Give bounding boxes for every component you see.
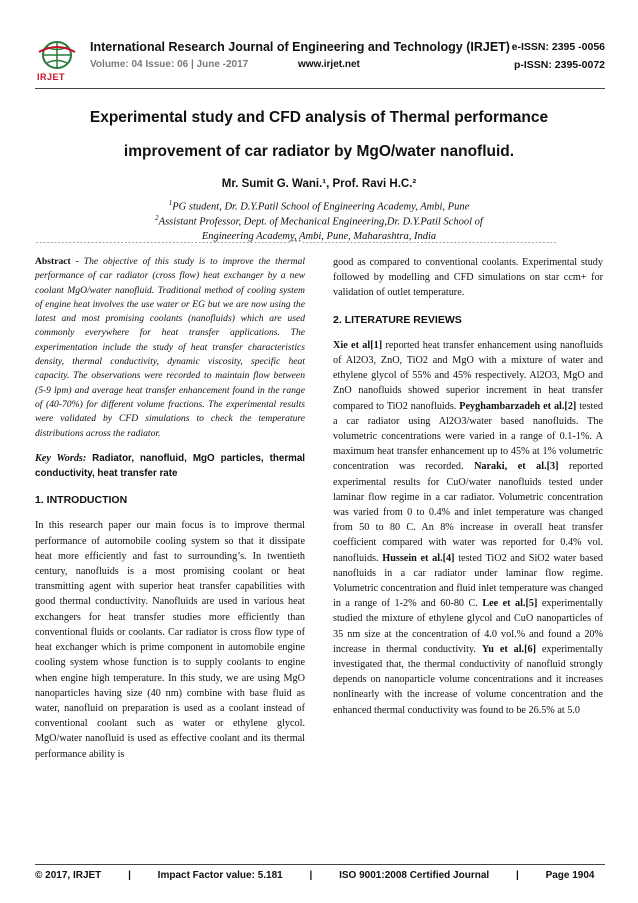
intro-continued: good as compared to conventional coolants. Experimental study followed by modelling and CFD simulations on star ccm+ for validation of outlet temperature.: [333, 257, 603, 299]
header-divider: [35, 88, 605, 89]
affiliation-2: $^2$Assistant Professor, Dept. of Mechanical Engineering,Dr. D.Y.Patil School of Engineering Academy, Ambi, Pune, Maharashtra, India: [155, 214, 483, 242]
journal-website-link[interactable]: www.irjet.net: [298, 59, 360, 70]
keywords: [35, 451, 305, 481]
volume-info: Volume: 04 Issue: 06 | June -2017: [90, 59, 249, 70]
page-footer: [35, 870, 605, 881]
journal-title: International Research Journal of Engineering and Technology (IRJET): [90, 40, 510, 54]
right-column: [333, 255, 603, 718]
eissn: e-ISSN: 2395 -0056: [511, 41, 605, 53]
paper-title-line1: Experimental study and CFD analysis of Thermal performance: [89, 109, 549, 126]
footer-separator: |: [128, 870, 131, 881]
irjet-logo: [35, 38, 79, 84]
reference-citation: Naraki, et al.[3]: [474, 461, 559, 473]
affiliation-1: $^1$PG student, Dr. D.Y.Patil School of Engineering Academy, Ambi, Pune: [168, 199, 470, 213]
lit-review-heading: 2. LITERATURE REVIEWS: [333, 313, 462, 326]
intro-paragraph: In this research paper our main focus is to improve thermal performance of automobile cooling system so that it dissipate heat more efficiently and fast to surrounding’s. In twentieth century, nanofluids is a most promising coolant or heat transmitting agent with superior heat transfer capabilities with good thermal conductivity. Nanofluids are used in various heat exchangers for heat transfer studies more efficiently than conventional fluids or coolants. Car radiator is cross flow type of heat exchanger which is prime component in automobile engine cooling system whose function is to supply coolants to engine when engine high temperature. In this study, we are using MgO nanoparticles having size (40 nm) combine with base fluid as water, nanofluid on preparation is used as a coolant instead of conventional coolant such as water or ethylene glycol. MgO/water nanofluid is used as effective coolant and its thermal performance ability is: [35, 520, 305, 760]
paper-title-line2: improvement of car radiator by MgO/water nanofluid.: [123, 143, 515, 160]
logo-text: IRJET: [37, 72, 66, 82]
abstract-text: The objective of this study is to improve the thermal performance of car radiator (cross flow) heat exchanger by a new coolant MgO/water nanofluid. Traditional method of cooling system of engine heat involves the use water or EG but we are now using the latest and most promising coolants (nanofluids) which are used commonly everywhere for heat transfer applications. The experimentation include the study of heat transfer characteristics density, thermal conductivity, dynamic viscosity, specific heat capacity. The observations were recorded to maintain flow between (5-9 lpm) and average heat transfer enhancement found in the range of (40-70%) for different volume fractions. The experimental results were validated by CFD simulations to check the temperature distributions across the radiator.: [35, 256, 306, 439]
footer-divider: [35, 864, 605, 865]
abstract: [35, 255, 305, 441]
reference-citation: Yu et al.[6]: [481, 643, 536, 655]
left-column: [35, 255, 305, 762]
footer-separator: |: [515, 870, 519, 881]
reference-citation: Lee et al.[5]: [482, 598, 538, 610]
copyright: © 2017, IRJET: [35, 870, 102, 881]
footer-separator: |: [309, 870, 313, 881]
abstract-label: Abstract -: [35, 256, 79, 267]
globe-icon: [35, 38, 79, 72]
keywords-label: Key Words:: [35, 452, 87, 464]
pissn: p-ISSN: 2395-0072: [513, 59, 605, 71]
lit-review-paragraph: Xie et al[1] reported heat transfer enhancement using nanofluids of Al2O3, ZnO, TiO2 and MgO with a mixture of water and ethylene glycol of 55% and 45% respectively. Al2O3, MgO and ZnO nanofluids showed superior increment in heat transfer compared to TiO2 nanofluids. Peyghambarzadeh et al.[2] tested a car radiator using Al2O3/water based nanofluids. The volumetric concentrations were varied in a range of 0.1-1%. A maximum heat transfer enhancement up to 45% at 1% volumetric concentration was recorded. Naraki, et al.[3] reported experimental results for CuO/water nanofluids tested under laminar flow regime in a car radiator. Volumetric concentration was varied from 0 to 0.4% and inlet temperature was changed from 50 to 80 C. An 8% increase in overall heat transfer coefficient compared with water was reported for 0.4% vol. nanofluids. Hussein et al.[4] tested TiO2 and SiO2 water based nanofluids in a car radiator under laminar flow regime. Volumetric concentration and fluid inlet temperature was changed in a range of 1-2% and 60-80 C. Lee et al.[5] experimentally studied the mixture of ethylene glycol and CuO nanoparticles of 35 nm size at the concentration of 4.0 vol.% and found a 20% increase in thermal conductivity. Yu et al.[6] experimentally investigated that, the thermal conductivity of nanofluid strongly depends on nanoparticle volume concentrations and it increases nonlinearly with the increase of volume concentration and the enhanced thermal conductivity was found to be 26.5% at 5.0: [333, 339, 603, 716]
journal-header: [35, 38, 605, 88]
iso-certification: ISO 9001:2008 Certified Journal: [339, 870, 490, 881]
reference-citation: Xie et al[1]: [333, 339, 383, 351]
impact-factor: Impact Factor value: 5.181: [157, 870, 283, 881]
reference-citation: Peyghambarzadeh et al.[2]: [459, 400, 577, 412]
authors: Mr. Sumit G. Wani.¹, Prof. Ravi H.C.²: [221, 178, 417, 190]
keywords-text: Radiator, nanofluid, MgO particles, thermal conductivity, heat transfer rate: [35, 452, 306, 480]
intro-heading: 1. INTRODUCTION: [35, 494, 128, 507]
reference-citation: Hussein et al.[4]: [382, 552, 455, 564]
page-number: Page 1904: [545, 870, 595, 881]
section-separator: ---------------------------------------------------------------------***---------------------------------------------------------------------: [35, 239, 557, 246]
